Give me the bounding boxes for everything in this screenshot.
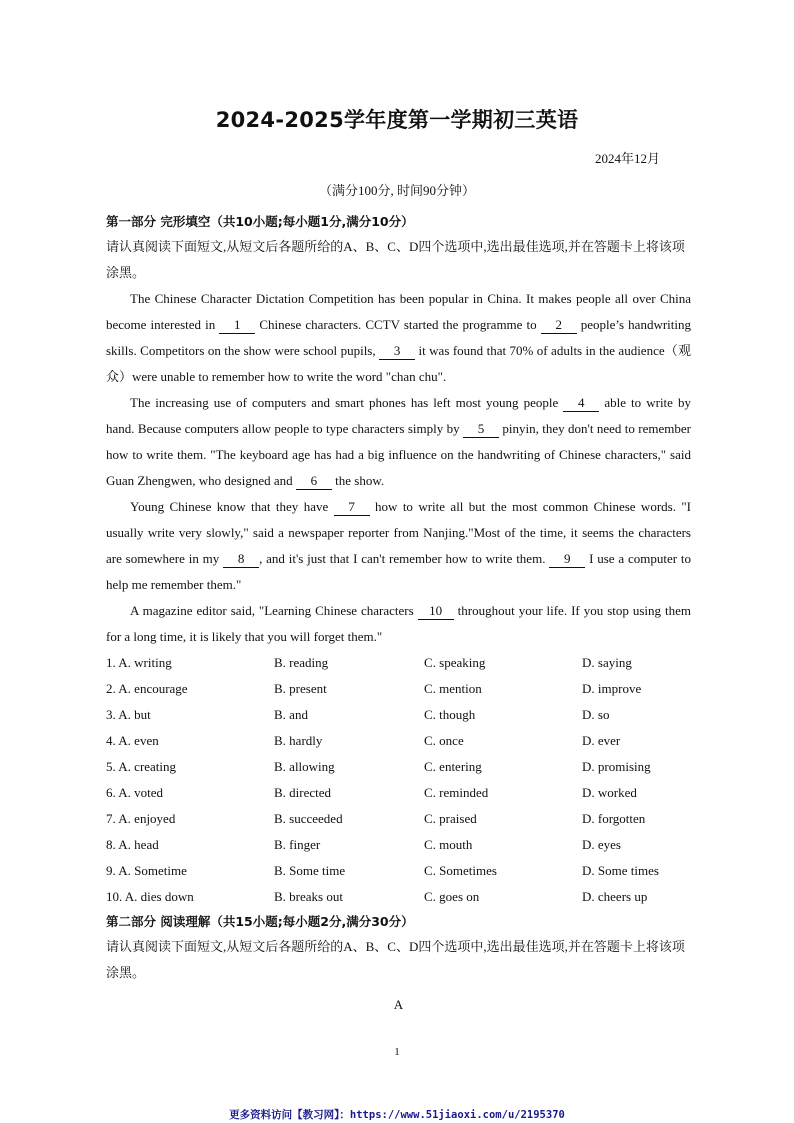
- option-7b: B. succeeded: [274, 811, 343, 826]
- option-2a: 2. A. encourage: [106, 681, 188, 696]
- option-row-2: [106, 676, 691, 702]
- p1-text-3: people’s handwriting skills. Competitors on the show were school pupils,: [106, 317, 691, 358]
- p1-text-4: it was found that 70% of adults in the audience（观众）were unable to remember how to write the word "chan chu".: [106, 343, 691, 384]
- blank-4: 4: [563, 395, 599, 412]
- option-row-6: [106, 780, 691, 806]
- cloze-paragraph-2: [106, 390, 691, 494]
- option-7a: 7. A. enjoyed: [106, 811, 176, 826]
- part1-instruction: 请认真阅读下面短文,从短文后各题所给的A、B、C、D四个选项中,选出最佳选项,并在答题卡上将该项涂黑。: [106, 239, 685, 280]
- option-5a: 5. A. creating: [106, 759, 177, 774]
- option-row-3: [106, 702, 691, 728]
- p3-text-2: how to write all but the most common Chinese words. "I usually write very slowly," said a newspaper reporter from Nanjing."Most of the time, it seems the characters are somewhere in my: [106, 499, 691, 566]
- option-10b: B. breaks out: [274, 889, 343, 904]
- exam-subtitle: （满分100分, 时间90分钟）: [318, 183, 475, 198]
- exam-content: [106, 210, 691, 1018]
- cloze-paragraph-4: [106, 598, 691, 650]
- exam-title: 2024-2025学年度第一学期初三英语: [215, 108, 579, 132]
- option-row-9: [106, 858, 691, 884]
- cloze-paragraph-3: [106, 494, 691, 598]
- part1-heading: 第一部分 完形填空（共10小题;每小题1分,满分10分）: [106, 214, 414, 229]
- option-6c: C. reminded: [424, 785, 489, 800]
- option-9a: 9. A. Sometime: [106, 863, 187, 878]
- option-7d: D. forgotten: [582, 811, 646, 826]
- option-8a: 8. A. head: [106, 837, 159, 852]
- option-3d: D. so: [582, 707, 610, 722]
- blank-2: 2: [541, 317, 577, 334]
- option-4a: 4. A. even: [106, 733, 159, 748]
- p4-text-1: A magazine editor said, "Learning Chinese characters: [130, 603, 418, 618]
- cloze-paragraph-1: [106, 286, 691, 390]
- blank-9: 9: [549, 551, 585, 568]
- p2-text-1: The increasing use of computers and smart phones has left most young people: [130, 395, 564, 410]
- option-5c: C. entering: [424, 759, 482, 774]
- option-10a: 10. A. dies down: [106, 889, 194, 904]
- p4-text-2: throughout your life. If you stop using them for a long time, it is likely that you will forget them.": [106, 603, 691, 644]
- option-9d: D. Some times: [582, 863, 659, 878]
- option-4c: C. once: [424, 733, 464, 748]
- option-4d: D. ever: [582, 733, 621, 748]
- p3-text-1: Young Chinese know that they have: [130, 499, 334, 514]
- blank-6: 6: [296, 473, 332, 490]
- blank-7: 7: [334, 499, 370, 516]
- option-1c: C. speaking: [424, 655, 486, 670]
- p3-text-4: I use a computer to help me remember them.": [106, 551, 691, 592]
- p2-text-2: able to write by hand. Because computers allow people to type characters simply by: [106, 395, 691, 436]
- option-row-10: [106, 884, 691, 910]
- option-2b: B. present: [274, 681, 327, 696]
- option-1b: B. reading: [274, 655, 329, 670]
- option-10d: D. cheers up: [582, 889, 648, 904]
- option-8c: C. mouth: [424, 837, 473, 852]
- p1-text-2: Chinese characters. CCTV started the programme to: [255, 317, 541, 332]
- p1-text-1: The Chinese Character Dictation Competition has been popular in China. It makes people all over China become interested in: [106, 291, 691, 332]
- option-6b: B. directed: [274, 785, 332, 800]
- option-1a: 1. A. writing: [106, 655, 172, 670]
- p2-text-4: the show.: [331, 473, 385, 488]
- option-2c: C. mention: [424, 681, 482, 696]
- blank-1: 1: [219, 317, 255, 334]
- p2-text-3: pinyin, they don't need to remember how to write them. "The keyboard age has had a big influence on the handwriting of Chinese characters," said Guan Zhengwen, who designed and: [106, 421, 691, 488]
- option-6d: D. worked: [582, 785, 637, 800]
- p3-text-3: , and it's just that I can't remember how to write them.: [259, 551, 550, 566]
- option-2d: D. improve: [582, 681, 642, 696]
- option-1d: D. saying: [582, 655, 632, 670]
- exam-date: 2024年12月: [594, 151, 660, 166]
- option-9b: B. Some time: [274, 863, 346, 878]
- blank-5: 5: [463, 421, 499, 438]
- option-6a: 6. A. voted: [106, 785, 164, 800]
- page-number: 1: [394, 1046, 400, 1058]
- option-row-7: [106, 806, 691, 832]
- option-4b: B. hardly: [274, 733, 323, 748]
- option-row-1: [106, 650, 691, 676]
- option-3a: 3. A. but: [106, 707, 151, 722]
- option-5b: B. allowing: [274, 759, 335, 774]
- option-9c: C. Sometimes: [424, 863, 497, 878]
- option-5d: D. promising: [582, 759, 651, 774]
- option-7c: C. praised: [424, 811, 477, 826]
- option-row-5: [106, 754, 691, 780]
- option-3c: C. though: [424, 707, 476, 722]
- blank-10: 10: [418, 603, 454, 620]
- option-10c: C. goes on: [424, 889, 480, 904]
- option-3b: B. and: [274, 707, 308, 722]
- option-row-8: [106, 832, 691, 858]
- part2-instruction: 请认真阅读下面短文,从短文后各题所给的A、B、C、D四个选项中,选出最佳选项,并在答题卡上将该项涂黑。: [106, 939, 685, 980]
- option-row-4: [106, 728, 691, 754]
- option-8b: B. finger: [274, 837, 321, 852]
- passage-label: A: [393, 997, 404, 1012]
- options-list: [106, 650, 691, 910]
- option-8d: D. eyes: [582, 837, 621, 852]
- footer-link[interactable]: 更多资料访问【教习网】：https://www.51jiaoxi.com/u/2195370: [229, 1109, 565, 1121]
- blank-3: 3: [379, 343, 415, 360]
- part2-heading: 第二部分 阅读理解（共15小题;每小题2分,满分30分）: [106, 914, 414, 929]
- blank-8: 8: [223, 551, 259, 568]
